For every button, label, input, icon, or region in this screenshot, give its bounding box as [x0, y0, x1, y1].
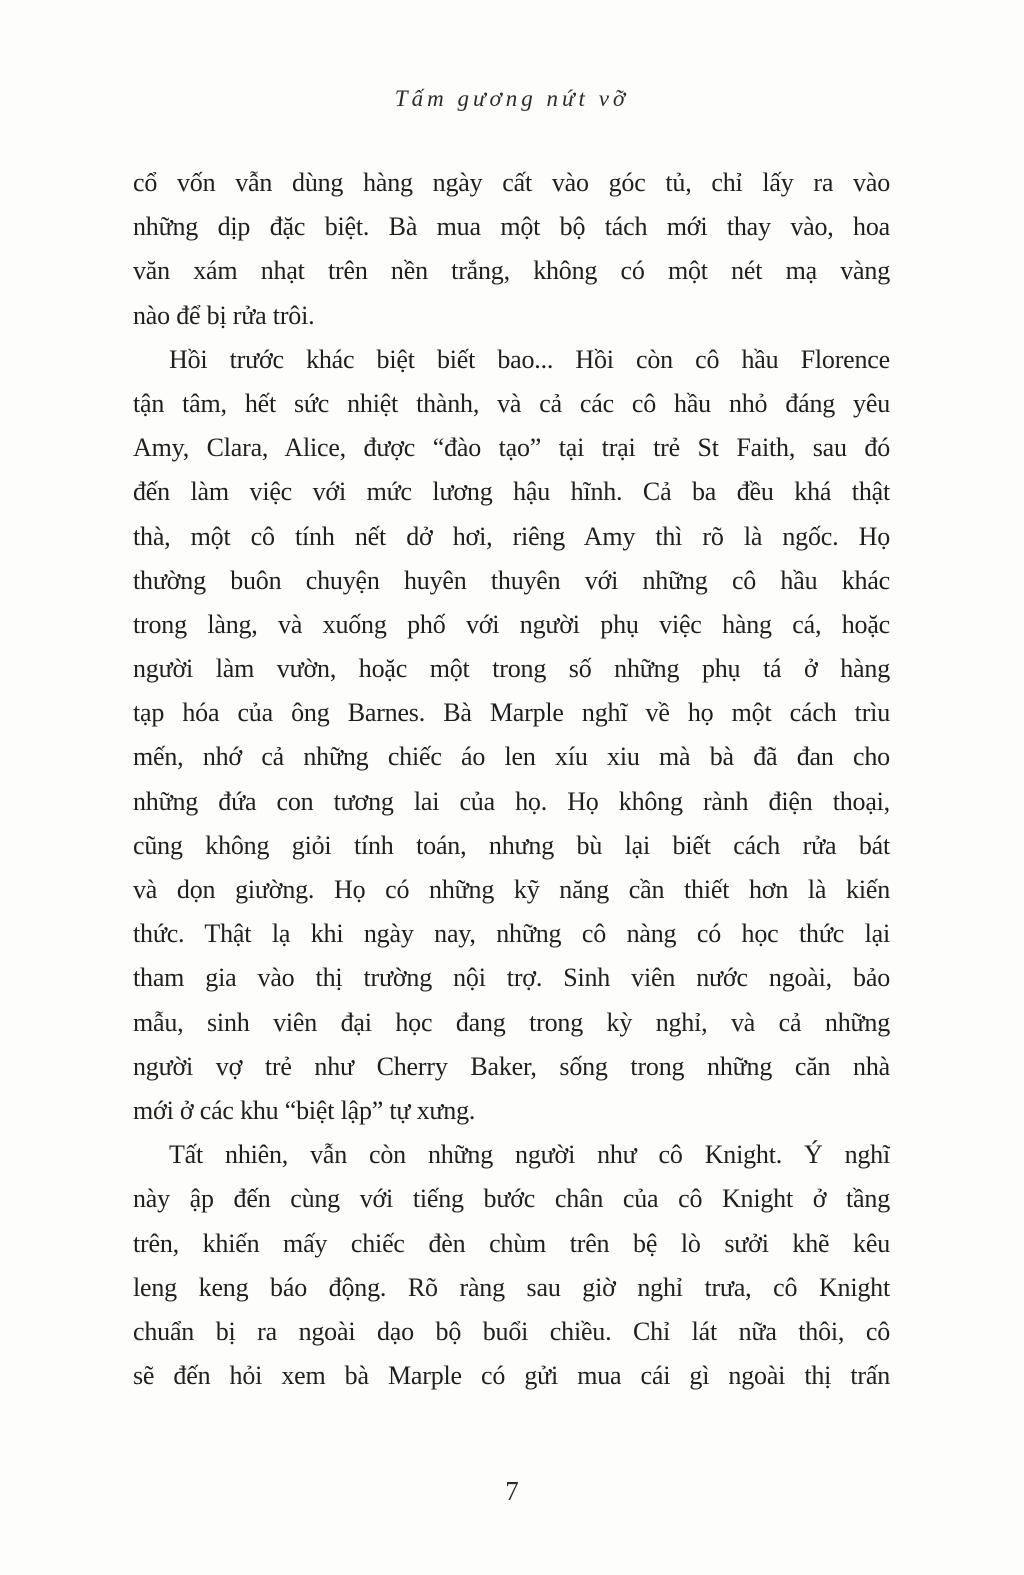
text-line: và dọn giường. Họ có những kỹ năng cần thiết hơn là kiến — [133, 875, 890, 904]
text-line: mến, nhớ cả những chiếc áo len xíu xiu mà bà đã đan cho — [133, 742, 890, 772]
text-line: tham gia vào thị trường nội trợ. Sinh viên nước ngoài, bảo — [133, 963, 890, 993]
text-line: Tất nhiên, vẫn còn những người như cô Knight. Ý nghĩ — [169, 1140, 890, 1170]
text-line: văn xám nhạt trên nền trắng, không có một nét mạ vàng — [133, 256, 890, 286]
text-line: mới ở các khu “biệt lập” tự xưng. — [133, 1095, 476, 1125]
text-line: thà, một cô tính nết dở hơi, riêng Amy thì rõ là ngốc. Họ — [133, 521, 890, 551]
text-line: mẫu, sinh viên đại học đang trong kỳ nghỉ, và cả những — [133, 1007, 890, 1037]
text-line: nào để bị rửa trôi. — [133, 300, 315, 330]
text-line: người làm vườn, hoặc một trong số những phụ tá ở hàng — [133, 654, 890, 684]
text-line: Amy, Clara, Alice, được “đào tạo” tại trại trẻ St Faith, sau đó — [133, 433, 890, 463]
text-line: Hồi trước khác biệt biết bao... Hồi còn cô hầu Florence — [169, 344, 890, 374]
text-line: những dịp đặc biệt. Bà mua một bộ tách mới thay vào, hoa — [133, 212, 890, 242]
text-line: trong làng, và xuống phố với người phụ việc hàng cá, hoặc — [133, 609, 890, 639]
text-line: thức. Thật lạ khi ngày nay, những cô nàng có học thức lại — [133, 919, 890, 949]
text-line: sẽ đến hỏi xem bà Marple có gửi mua cái gì ngoài thị trấn — [133, 1361, 890, 1391]
running-header-title: Tấm gương nứt vỡ — [394, 86, 630, 111]
text-line: đến làm việc với mức lương hậu hĩnh. Cả ba đều khá thật — [133, 477, 890, 507]
text-line: này ập đến cùng với tiếng bước chân của cô Knight ở tầng — [133, 1184, 890, 1214]
text-line: những đứa con tương lai của họ. Họ không rành điện thoại, — [133, 786, 890, 816]
text-line: trên, khiến mấy chiếc đèn chùm trên bệ lò sưởi khẽ kêu — [133, 1228, 890, 1258]
text-line: leng keng báo động. Rõ ràng sau giờ nghỉ trưa, cô Knight — [133, 1272, 890, 1302]
text-line: tận tâm, hết sức nhiệt thành, và cả các cô hầu nhỏ đáng yêu — [133, 388, 890, 418]
text-line: thường buôn chuyện huyên thuyên với những cô hầu khác — [133, 565, 890, 595]
text-line: cũng không giỏi tính toán, nhưng bù lại biết cách rửa bát — [133, 830, 890, 860]
body-text-block — [133, 161, 890, 1398]
text-line: cổ vốn vẫn dùng hàng ngày cất vào góc tủ, chỉ lấy ra vào — [133, 168, 890, 197]
text-line: tạp hóa của ông Barnes. Bà Marple nghĩ về họ một cách trìu — [133, 698, 890, 728]
page-number: 7 — [505, 1476, 519, 1506]
text-line: chuẩn bị ra ngoài dạo bộ buổi chiều. Chỉ lát nữa thôi, cô — [133, 1316, 890, 1346]
text-line: người vợ trẻ như Cherry Baker, sống trong những căn nhà — [133, 1051, 890, 1081]
